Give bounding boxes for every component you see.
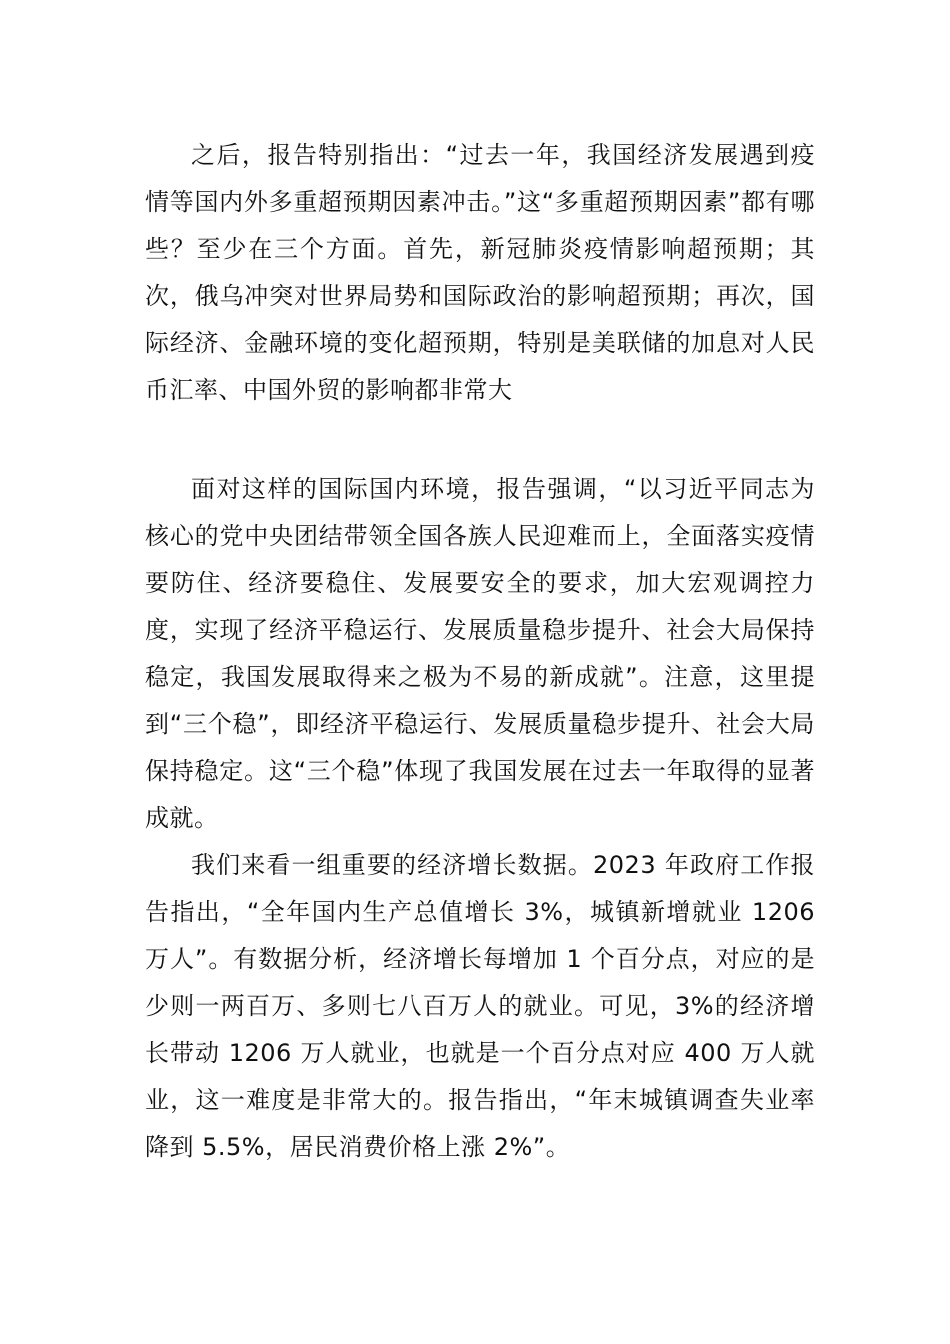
paragraph-block-2 <box>145 466 815 1171</box>
paragraph-block-1 <box>145 132 815 414</box>
paragraph-2: 面对这样的国际国内环境，报告强调，“以习近平同志为核心的党中央团结带领全国各族人民迎难而上，全面落实疫情要防住、经济要稳住、发展要安全的要求，加大宏观调控力度，实现了经济平稳运行、发展质量稳步提升、社会大局保持稳定，我国发展取得来之极为不易的新成就”。注意，这里提到“三个稳”，即经济平稳运行、发展质量稳步提升、社会大局保持稳定。这“三个稳”体现了我国发展在过去一年取得的显著成就。 <box>145 475 815 832</box>
paragraph-1: 之后，报告特别指出：“过去一年，我国经济发展遇到疫情等国内外多重超预期因素冲击。”这“多重超预期因素”都有哪些？至少在三个方面。首先，新冠肺炎疫情影响超预期；其次，俄乌冲突对世界局势和国际政治的影响超预期；再次，国际经济、金融环境的变化超预期，特别是美联储的加息对人民币汇率、中国外贸的影响都非常大 <box>145 141 815 404</box>
paragraph-3: 我们来看一组重要的经济增长数据。2023 年政府工作报告指出，“全年国内生产总值增长 3%，城镇新增就业 1206 万人”。有数据分析，经济增长每增加 1 个百分点，对应的是少则一两百万、多则七八百万人的就业。可见，3%的经济增长带动 1206 万人就业，也就是一个百分点对应 400 万人就业，这一难度是非常大的。报告指出，“年末城镇调查失业率降到 5.5%，居民消费价格上涨 2%”。 <box>145 851 815 1161</box>
